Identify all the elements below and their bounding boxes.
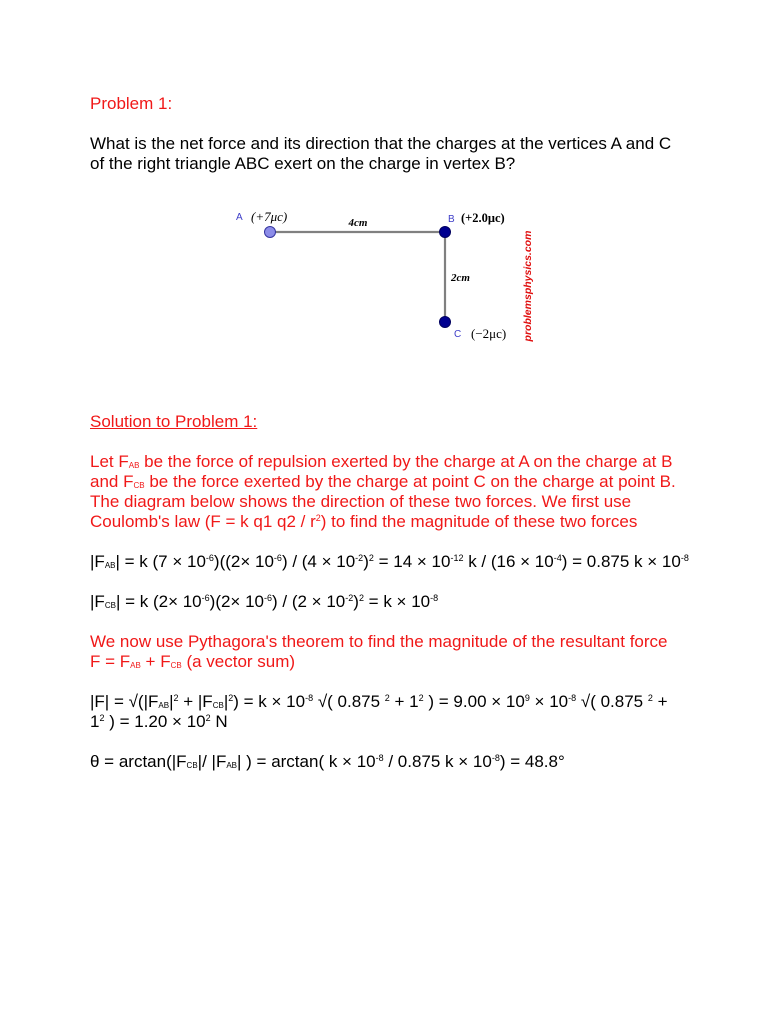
superscript: -8 (491, 753, 500, 763)
text-run: = k × 10 (363, 592, 431, 611)
superscript: 2 (418, 693, 424, 703)
watermark: problemsphysics.com (522, 230, 534, 342)
text-run: ) (363, 552, 369, 571)
side-ab-length: 4cm (348, 217, 368, 229)
point-c-label: C (454, 329, 462, 340)
solution-section (90, 412, 750, 792)
subscript: AB (104, 561, 116, 570)
text-line (90, 592, 750, 612)
text-run: / 0.875 k × 10 (383, 752, 492, 771)
text-run: We now use Pythagora's theorem to find the magnitude of the resultant force (90, 632, 668, 651)
text-run: = 14 × 10 (373, 552, 451, 571)
text-line (90, 472, 750, 492)
text-run: be the force exerted by the charge at point C on the charge at point B. (144, 472, 676, 491)
text-run: k / (16 × 10 (463, 552, 554, 571)
solution-paragraph (90, 632, 750, 672)
subscript: CB (104, 601, 116, 610)
question-line: What is the net force and its direction that the charges at the vertices A and C (90, 134, 672, 153)
text-run: ) / (4 × 10 (281, 552, 356, 571)
point-c-marker (440, 317, 451, 328)
text-run: ) = 9.00 × 10 (423, 692, 525, 711)
text-run: N (210, 712, 228, 731)
subscript: AB (158, 701, 170, 710)
subscript: AB (128, 461, 140, 470)
subscript: CB (133, 481, 145, 490)
right-triangle-diagram (220, 195, 545, 345)
problem-question (90, 134, 750, 174)
text-run: The diagram below shows the direction of these two forces. We first use (90, 492, 632, 511)
text-line (90, 452, 750, 472)
superscript: -8 (375, 753, 384, 763)
text-run: θ = arctan(|F (90, 752, 187, 771)
superscript: -8 (430, 593, 439, 603)
subscript: CB (186, 761, 198, 770)
problem-heading: Problem 1: (90, 94, 173, 113)
text-run: F = F (90, 652, 131, 671)
solution-body (90, 452, 750, 772)
superscript: 2 (368, 553, 374, 563)
superscript: 2 (315, 513, 321, 523)
text-run: |F| = √(|F (90, 692, 159, 711)
text-run: | = k (7 × 10 (115, 552, 206, 571)
text-run: 1 (90, 712, 100, 731)
superscript: 9 (524, 693, 530, 703)
text-line (90, 552, 750, 572)
superscript: 2 (173, 693, 179, 703)
text-line (90, 652, 750, 672)
superscript: 2 (358, 593, 364, 603)
text-run: + (652, 692, 668, 711)
text-run: |F (90, 552, 105, 571)
text-line (90, 492, 750, 512)
superscript: -12 (450, 553, 464, 563)
subscript: CB (170, 661, 182, 670)
superscript: -6 (273, 553, 282, 563)
text-run: ) = 48.8° (499, 752, 565, 771)
point-a-charge: (+7μc) (251, 209, 288, 224)
superscript: -6 (205, 553, 214, 563)
point-b-marker (440, 227, 451, 238)
text-run: × 10 (529, 692, 569, 711)
superscript: -6 (201, 593, 210, 603)
superscript: -8 (568, 693, 577, 703)
text-run: )((2× 10 (213, 552, 274, 571)
problem-section (90, 94, 750, 174)
text-line (90, 712, 750, 732)
text-run: ) (353, 592, 359, 611)
solution-paragraph (90, 692, 750, 732)
text-run: ) = 1.20 × 10 (104, 712, 206, 731)
text-run: √( 0.875 (313, 692, 385, 711)
text-line (90, 752, 750, 772)
text-run: | (169, 692, 174, 711)
text-run: √( 0.875 (576, 692, 648, 711)
text-run: + |F (178, 692, 213, 711)
text-run: )(2× 10 (209, 592, 264, 611)
question-line: of the right triangle ABC exert on the charge in vertex B? (90, 154, 516, 173)
text-run: ) = 0.875 k × 10 (561, 552, 681, 571)
text-run: ) to find the magnitude of these two forces (320, 512, 638, 531)
text-run: ) = k × 10 (233, 692, 306, 711)
solution-paragraph (90, 452, 750, 532)
superscript: -4 (553, 553, 562, 563)
point-b-label: B (448, 214, 455, 225)
point-b-charge: (+2.0μc) (461, 211, 505, 225)
text-run: Let F (90, 452, 129, 471)
text-run: + 1 (389, 692, 419, 711)
side-bc-length: 2cm (451, 272, 470, 284)
solution-paragraph (90, 552, 750, 572)
subscript: AB (226, 761, 238, 770)
text-run: | (223, 692, 229, 711)
solution-paragraph (90, 752, 750, 772)
superscript: -8 (680, 553, 689, 563)
text-run: (a vector sum) (181, 652, 296, 671)
text-run: Coulomb's law (F = k q1 q2 / r (90, 512, 316, 531)
superscript: -8 (305, 693, 314, 703)
text-line (90, 512, 750, 532)
text-line (90, 632, 750, 652)
superscript: 2 (384, 693, 390, 703)
text-run: be the force of repulsion exerted by the charge at A on the charge at B (139, 452, 673, 471)
text-run: | = k (2× 10 (115, 592, 202, 611)
point-c-charge: (−2μc) (471, 326, 507, 341)
superscript: -2 (345, 593, 354, 603)
text-run: | ) = arctan( k × 10 (237, 752, 376, 771)
solution-heading: Solution to Problem 1: (90, 412, 258, 431)
text-line (90, 692, 750, 712)
text-run: and F (90, 472, 134, 491)
point-a-marker (265, 227, 276, 238)
superscript: 2 (647, 693, 653, 703)
text-run: ) / (2 × 10 (272, 592, 346, 611)
superscript: 2 (228, 693, 234, 703)
superscript: -6 (264, 593, 273, 603)
text-run: + F (140, 652, 171, 671)
solution-paragraph (90, 592, 750, 612)
text-run: |/ |F (197, 752, 227, 771)
superscript: 2 (99, 713, 105, 723)
superscript: 2 (205, 713, 211, 723)
point-a-label: A (236, 212, 243, 223)
subscript: AB (130, 661, 141, 670)
text-run: |F (90, 592, 105, 611)
subscript: CB (212, 701, 224, 710)
superscript: -2 (355, 553, 364, 563)
